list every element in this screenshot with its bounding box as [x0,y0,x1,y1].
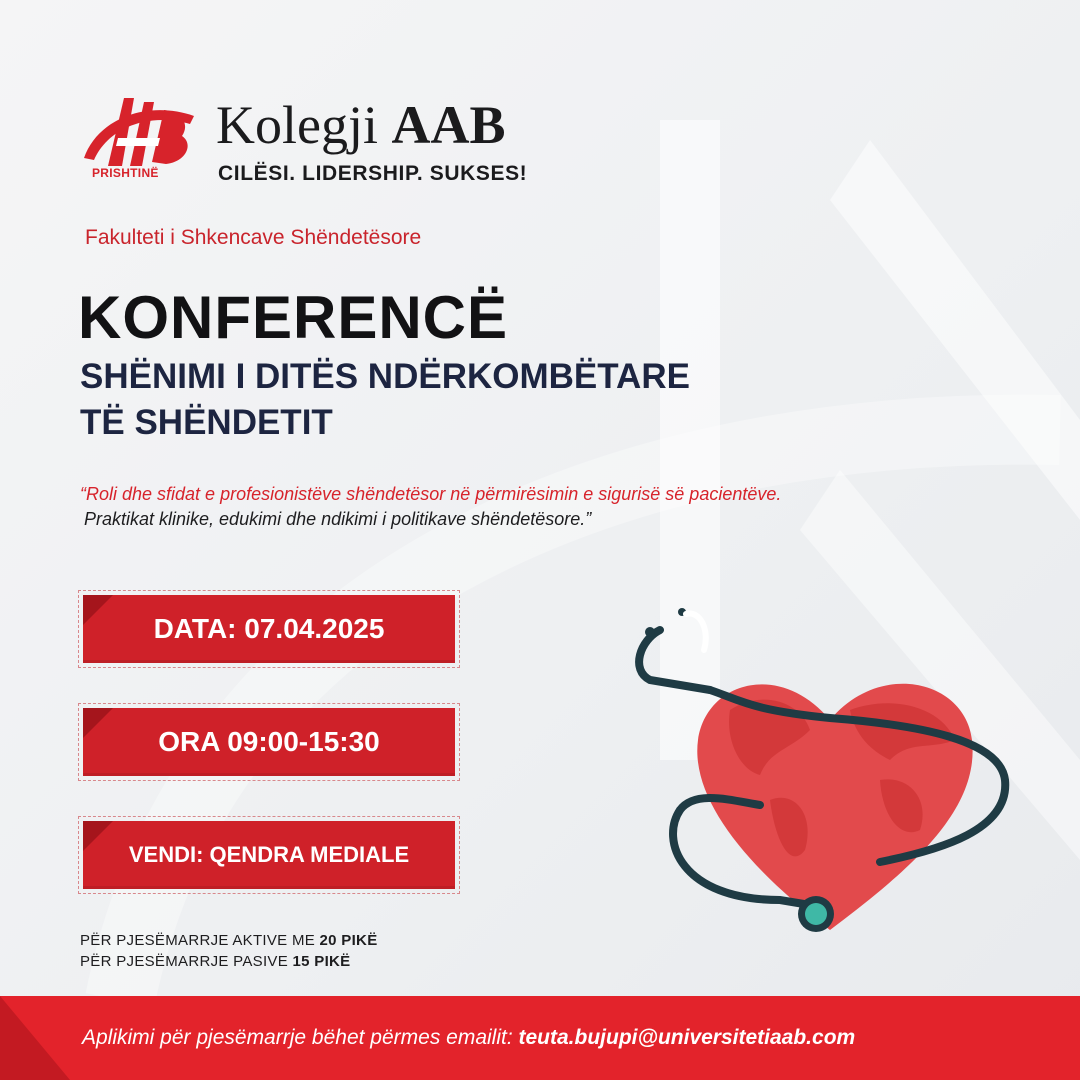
passive-points: PËR PJESËMARRJE PASIVE 15 PIKË [80,953,351,970]
footer-text: Aplikimi për pjesëmarrje bëhet përmes emailit: teuta.bujupi@universitetiaab.com [82,1026,856,1049]
footer-banner [0,996,1080,1080]
faculty-name: Fakulteti i Shkencave Shëndetësore [85,226,422,249]
logo-name: Kolegji AAB [216,95,506,155]
active-points: PËR PJESËMARRJE AKTIVE ME 20 PIKË [80,932,378,949]
subtitle [80,354,800,446]
logo-tagline: CILËSI. LIDERSHIP. SUKSES! [218,162,528,185]
points-info [80,930,378,972]
contact-email[interactable]: teuta.bujupi@universitetiaab.com [518,1026,856,1049]
subtitle-line-2: TË SHËNDETIT [80,403,333,442]
quote-line-2: Praktikat klinike, edukimi dhe ndikimi i politikave shëndetësore.” [84,509,592,529]
date-badge [78,590,460,668]
venue-badge [78,816,460,894]
time-label: ORA 09:00-15:30 [83,708,455,776]
venue-label: VENDI: QENDRA MEDIALE [83,821,455,889]
logo [78,88,548,198]
heart-stethoscope-illustration [620,600,1020,950]
logo-city: PRISHTINË [92,166,159,180]
subtitle-line-1: SHËNIMI I DITËS NDËRKOMBËTARE [80,357,690,396]
time-badge [78,703,460,781]
quote [80,482,781,532]
quote-line-1: “Roli dhe sfidat e profesionistëve shëndetësor në përmirësimin e sigurisë së pacientëve. [80,484,782,504]
date-label: DATA: 07.04.2025 [83,595,455,663]
page-title: KONFERENCË [78,284,509,351]
